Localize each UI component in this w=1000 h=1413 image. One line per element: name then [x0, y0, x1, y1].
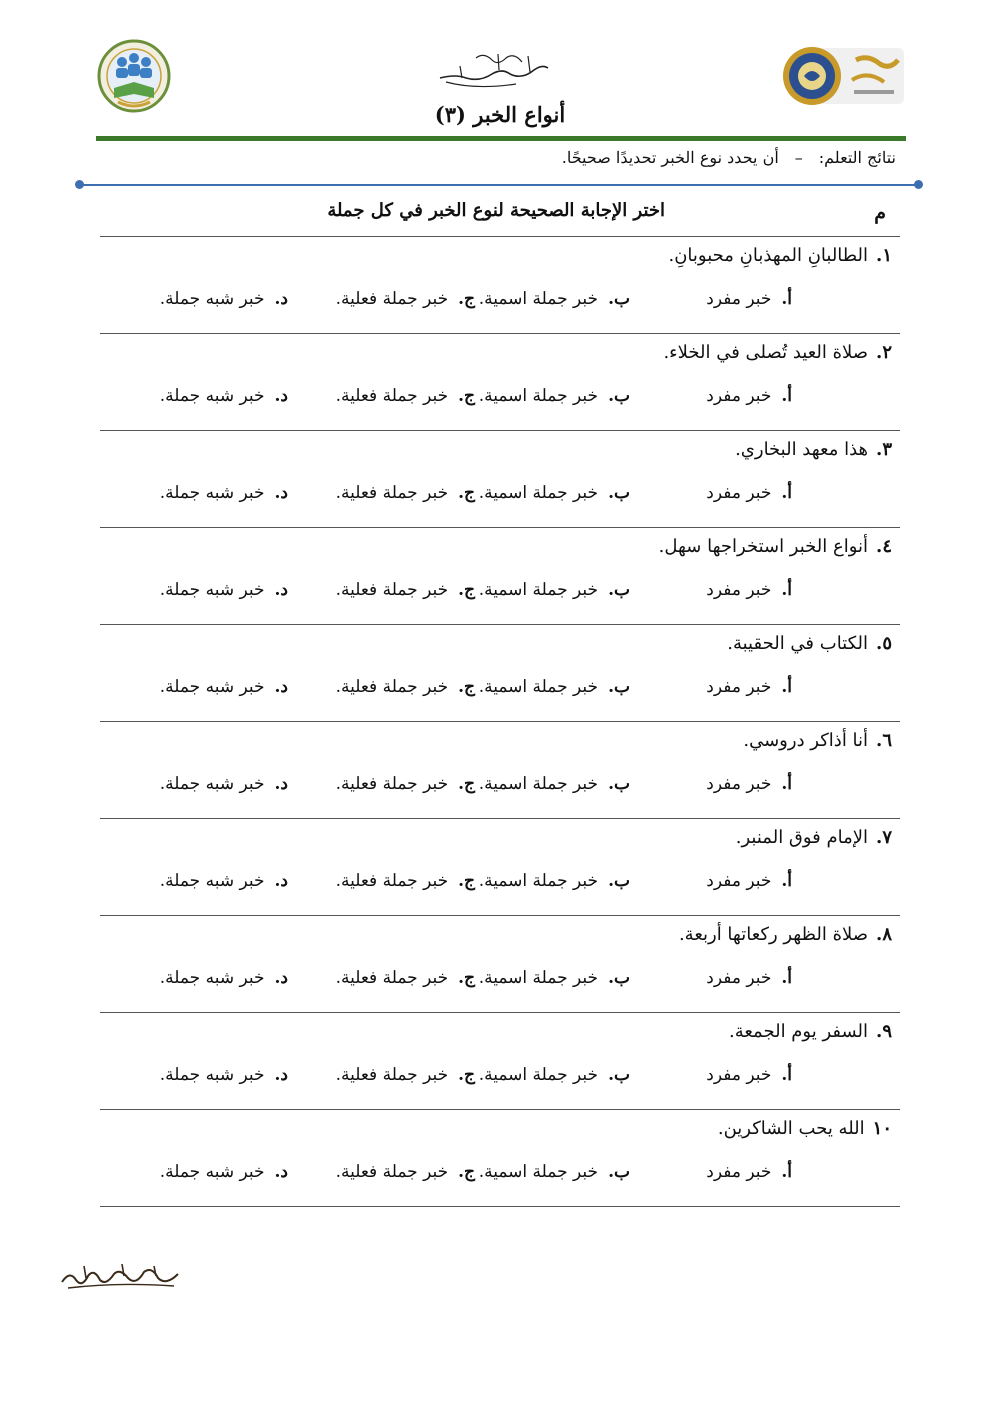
option-d[interactable]: د. خبر شبه جملة.	[159, 386, 288, 406]
option-c[interactable]: ج. خبر جملة فعلية.	[335, 677, 475, 697]
option-b[interactable]: ب. خبر جملة اسمية.	[478, 677, 630, 697]
question-number: ٢.	[876, 342, 892, 363]
question-number: ٩.	[876, 1021, 892, 1042]
option-a[interactable]: أ. خبر مفرد	[706, 580, 792, 600]
option-a[interactable]: أ. خبر مفرد	[706, 386, 792, 406]
option-d[interactable]: د. خبر شبه جملة.	[159, 774, 288, 794]
question-text: أنا أذاكر دروسي.	[743, 730, 869, 751]
option-d[interactable]: د. خبر شبه جملة.	[159, 677, 288, 697]
option-b[interactable]: ب. خبر جملة اسمية.	[478, 1162, 630, 1182]
question-text: الطالبانِ المهذبانِ محبوبانِ.	[668, 245, 869, 266]
option-b[interactable]: ب. خبر جملة اسمية.	[478, 871, 630, 891]
bismillah-calligraphy-icon	[436, 44, 554, 92]
question-text: الله يحب الشاكرين.	[717, 1118, 865, 1139]
question-row	[100, 722, 900, 819]
page-title: أنواع الخبر (٣)	[434, 102, 566, 127]
outcomes-label: نتائج التعلم:	[818, 148, 896, 167]
outcomes-dash: –	[794, 148, 803, 167]
bukhari-institute-logo-icon	[772, 40, 907, 110]
blue-divider-dot	[914, 180, 923, 189]
table-header	[100, 196, 900, 237]
outcomes-text: أن يحدد نوع الخبر تحديدًا صحيحًا.	[561, 148, 779, 167]
question-row	[100, 819, 900, 916]
question-row	[100, 1110, 900, 1207]
option-a[interactable]: أ. خبر مفرد	[706, 774, 792, 794]
question-text: أنواع الخبر استخراجها سهل.	[658, 536, 869, 557]
option-c[interactable]: ج. خبر جملة فعلية.	[335, 386, 475, 406]
option-a[interactable]: أ. خبر مفرد	[706, 968, 792, 988]
question-row	[100, 334, 900, 431]
option-c[interactable]: ج. خبر جملة فعلية.	[335, 483, 475, 503]
question-number: ٥.	[876, 633, 892, 654]
option-b[interactable]: ب. خبر جملة اسمية.	[478, 289, 630, 309]
question-number: ١٠	[872, 1118, 892, 1139]
question-text: الإمام فوق المنبر.	[735, 827, 869, 848]
question-row	[100, 1013, 900, 1110]
option-d[interactable]: د. خبر شبه جملة.	[159, 1065, 288, 1085]
option-a[interactable]: أ. خبر مفرد	[706, 1065, 792, 1085]
option-c[interactable]: ج. خبر جملة فعلية.	[335, 1162, 475, 1182]
question-number: ١.	[876, 245, 892, 266]
option-c[interactable]: ج. خبر جملة فعلية.	[335, 1065, 475, 1085]
question-number: ٨.	[876, 924, 892, 945]
option-d[interactable]: د. خبر شبه جملة.	[159, 1162, 288, 1182]
option-c[interactable]: ج. خبر جملة فعلية.	[335, 774, 475, 794]
question-number: ٦.	[876, 730, 892, 751]
learning-outcomes	[562, 148, 896, 167]
question-row	[100, 431, 900, 528]
option-c[interactable]: ج. خبر جملة فعلية.	[335, 580, 475, 600]
option-b[interactable]: ب. خبر جملة اسمية.	[478, 968, 630, 988]
option-a[interactable]: أ. خبر مفرد	[706, 677, 792, 697]
option-c[interactable]: ج. خبر جملة فعلية.	[335, 289, 475, 309]
option-d[interactable]: د. خبر شبه جملة.	[159, 483, 288, 503]
question-row	[100, 237, 900, 334]
option-d[interactable]: د. خبر شبه جملة.	[159, 289, 288, 309]
signature-icon	[58, 1262, 184, 1292]
question-text: السفر يوم الجمعة.	[729, 1021, 869, 1042]
question-row	[100, 625, 900, 722]
column-number-header: م	[874, 202, 886, 224]
question-number: ٧.	[876, 827, 892, 848]
question-text: صلاة العيد تُصلى في الخلاء.	[663, 342, 869, 363]
option-b[interactable]: ب. خبر جملة اسمية.	[478, 1065, 630, 1085]
option-b[interactable]: ب. خبر جملة اسمية.	[478, 774, 630, 794]
option-b[interactable]: ب. خبر جملة اسمية.	[478, 580, 630, 600]
blue-divider-dot	[75, 180, 84, 189]
question-text: هذا معهد البخاري.	[735, 439, 869, 460]
green-divider	[96, 136, 906, 141]
instructions: اختر الإجابة الصحيحة لنوع الخبر في كل جملة	[327, 200, 665, 221]
option-c[interactable]: ج. خبر جملة فعلية.	[335, 871, 475, 891]
option-a[interactable]: أ. خبر مفرد	[706, 871, 792, 891]
option-d[interactable]: د. خبر شبه جملة.	[159, 968, 288, 988]
question-text: الكتاب في الحقيبة.	[727, 633, 869, 654]
option-d[interactable]: د. خبر شبه جملة.	[159, 871, 288, 891]
option-a[interactable]: أ. خبر مفرد	[706, 289, 792, 309]
option-d[interactable]: د. خبر شبه جملة.	[159, 580, 288, 600]
option-b[interactable]: ب. خبر جملة اسمية.	[478, 386, 630, 406]
option-a[interactable]: أ. خبر مفرد	[706, 1162, 792, 1182]
blue-divider	[78, 184, 918, 186]
option-a[interactable]: أ. خبر مفرد	[706, 483, 792, 503]
question-number: ٣.	[876, 439, 892, 460]
question-row	[100, 916, 900, 1013]
option-b[interactable]: ب. خبر جملة اسمية.	[478, 483, 630, 503]
question-text: صلاة الظهر ركعاتها أربعة.	[678, 924, 869, 945]
question-number: ٤.	[876, 536, 892, 557]
option-c[interactable]: ج. خبر جملة فعلية.	[335, 968, 475, 988]
question-row	[100, 528, 900, 625]
